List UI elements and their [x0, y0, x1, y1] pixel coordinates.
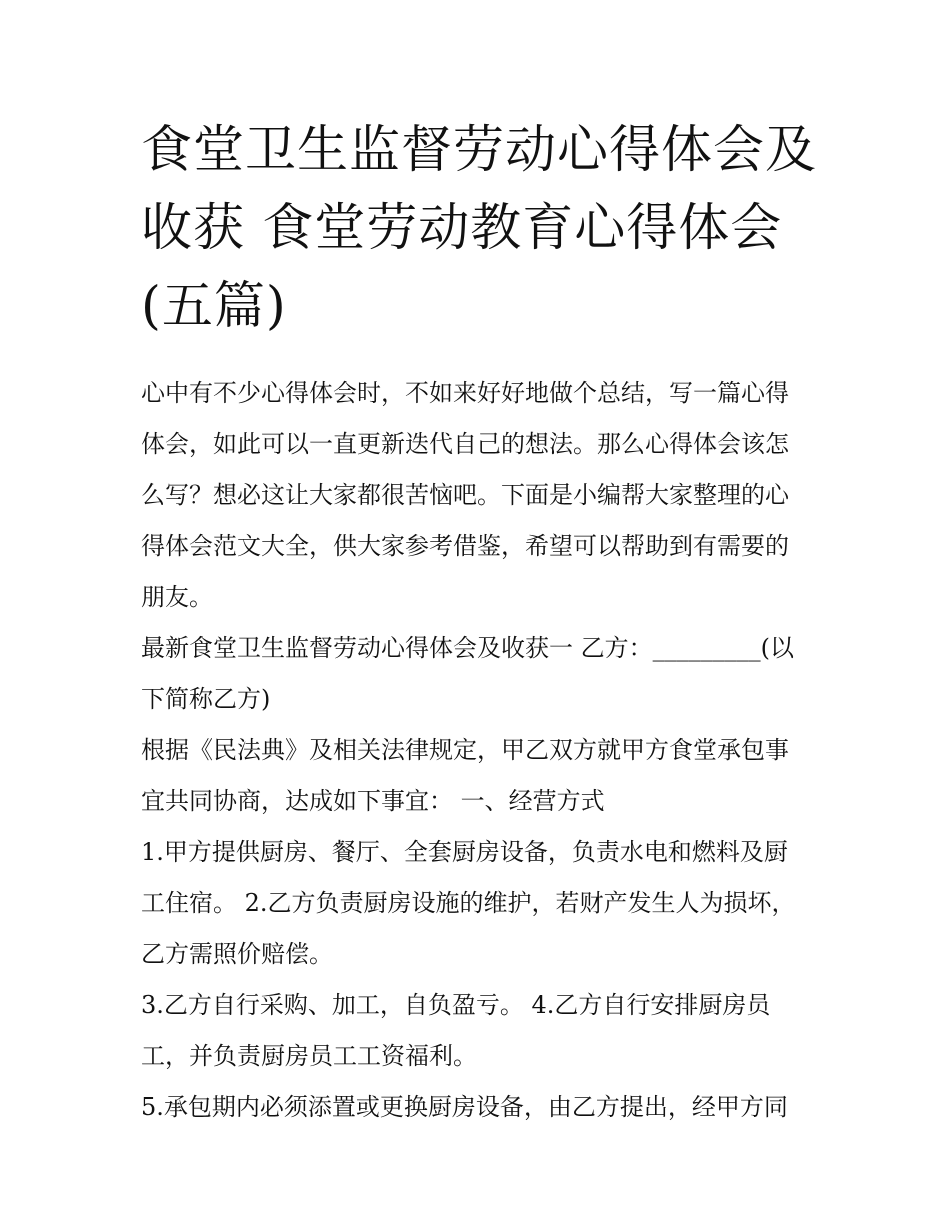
- text-line: 工住宿。 2.乙方负责厨房设施的维护，若财产发生人为损坏，: [141, 889, 796, 917]
- document-title: [141, 112, 818, 346]
- text-line: 乙方需照价赔偿。: [141, 940, 333, 968]
- section-heading-paragraph: [141, 623, 813, 725]
- title-line: (五篇): [141, 277, 287, 336]
- text-line: 1.甲方提供厨房、餐厅、全套厨房设备，负责水电和燃料及厨: [141, 838, 788, 866]
- clause-paragraph: [141, 1082, 813, 1133]
- clause-paragraph: [141, 827, 813, 980]
- document-body: [141, 368, 813, 1133]
- text-line: 体会，如此可以一直更新迭代自己的想法。那么心得体会该怎: [141, 430, 789, 458]
- text-line: 宜共同协商，达成如下事宜： 一、经营方式: [141, 787, 605, 815]
- text-line: 3.乙方自行采购、加工，自负盈亏。 4.乙方自行安排厨房员: [141, 991, 771, 1019]
- clause-paragraph: [141, 980, 813, 1082]
- text-line: 根据《民法典》及相关法律规定，甲乙双方就甲方食堂承包事: [141, 736, 789, 764]
- intro-paragraph: [141, 368, 813, 623]
- text-line: 心中有不少心得体会时，不如来好好地做个总结，写一篇心得: [141, 379, 789, 407]
- title-line: 收获 食堂劳动教育心得体会: [141, 199, 783, 258]
- text-line: 最新食堂卫生监督劳动心得体会及收获一 乙方：_________(以: [141, 634, 794, 662]
- legal-basis-paragraph: [141, 725, 813, 827]
- text-line: 5.承包期内必须添置或更换厨房设备，由乙方提出，经甲方同: [141, 1093, 788, 1121]
- text-line: 么写？想必这让大家都很苦恼吧。下面是小编帮大家整理的心: [141, 481, 789, 509]
- title-line: 食堂卫生监督劳动心得体会及: [141, 121, 818, 180]
- text-line: 朋友。: [141, 583, 213, 611]
- text-line: 下简称乙方): [141, 685, 271, 713]
- text-line: 得体会范文大全，供大家参考借鉴，希望可以帮助到有需要的: [141, 532, 789, 560]
- document-page: [141, 112, 818, 1133]
- text-line: 工，并负责厨房员工工资福利。: [141, 1042, 477, 1070]
